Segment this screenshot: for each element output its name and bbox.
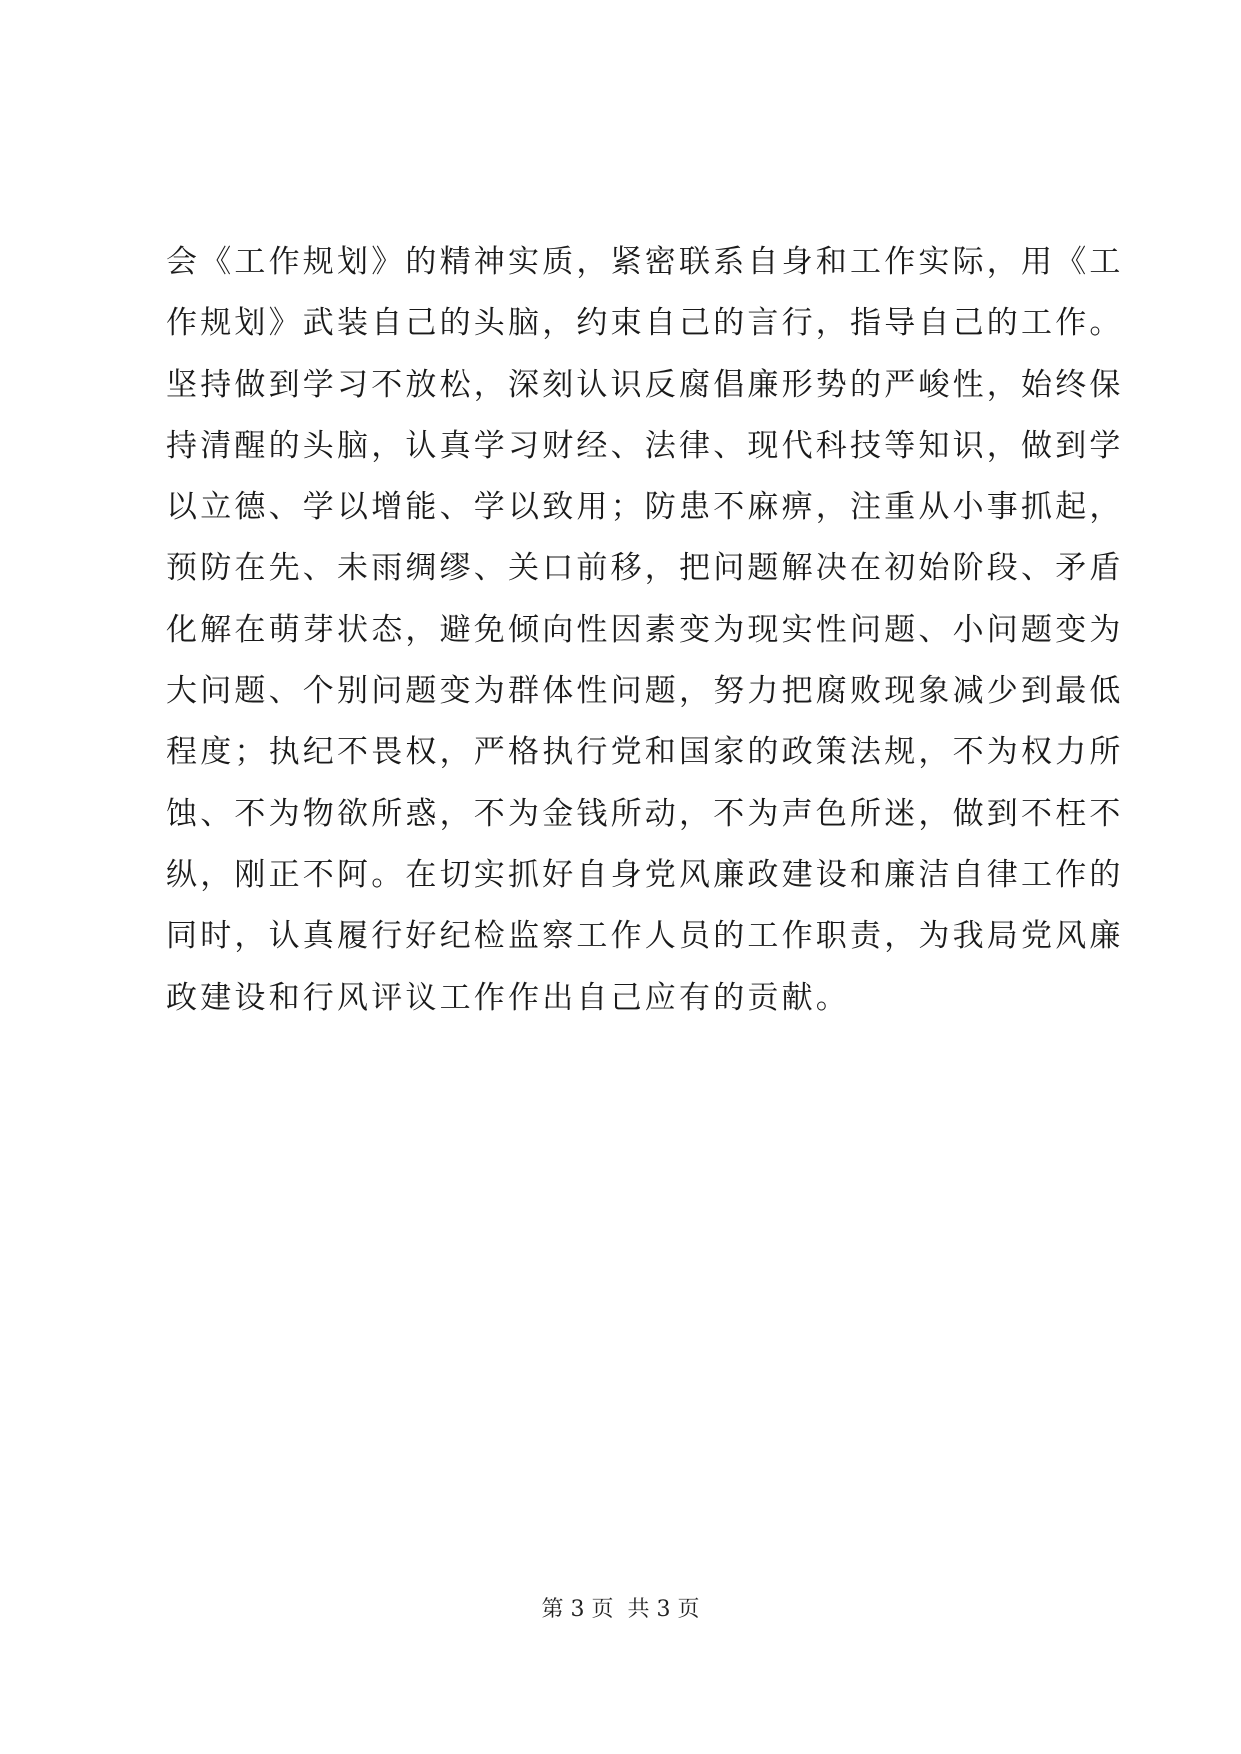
text-line: 政建设和行风评议工作作出自己应有的贡献。 xyxy=(166,979,850,1016)
body-text xyxy=(166,232,1124,1029)
page-footer xyxy=(0,1595,1241,1625)
page-number: 第 3 页 xyxy=(541,1597,614,1622)
text-line: 持清醒的头脑，认真学习财经、法律、现代科技等知识，做到学 xyxy=(166,427,1124,464)
text-line: 纵，刚正不阿。在切实抓好自身党风廉政建设和廉洁自律工作的 xyxy=(166,856,1124,893)
text-line: 大问题、个别问题变为群体性问题，努力把腐败现象减少到最低 xyxy=(166,673,1124,710)
text-line: 程度；执纪不畏权，严格执行党和国家的政策法规，不为权力所 xyxy=(166,734,1124,771)
text-line: 同时，认真履行好纪检监察工作人员的工作职责，为我局党风廉 xyxy=(166,918,1124,955)
text-line: 以立德、学以增能、学以致用；防患不麻痹，注重从小事抓起， xyxy=(166,489,1124,526)
text-line: 预防在先、未雨绸缪、关口前移，把问题解决在初始阶段、矛盾 xyxy=(166,550,1124,587)
text-line: 坚持做到学习不放松，深刻认识反腐倡廉形势的严峻性，始终保 xyxy=(166,366,1124,403)
text-line: 会《工作规划》的精神实质，紧密联系自身和工作实际，用《工 xyxy=(166,244,1124,280)
text-line: 蚀、不为物欲所惑，不为金钱所动，不为声色所迷，做到不枉不 xyxy=(166,795,1124,832)
page-total: 共 3 页 xyxy=(627,1597,700,1622)
text-line: 化解在萌芽状态，避免倾向性因素变为现实性问题、小问题变为 xyxy=(166,611,1124,648)
text-line: 作规划》武装自己的头脑，约束自己的言行，指导自己的工作。 xyxy=(166,305,1124,342)
